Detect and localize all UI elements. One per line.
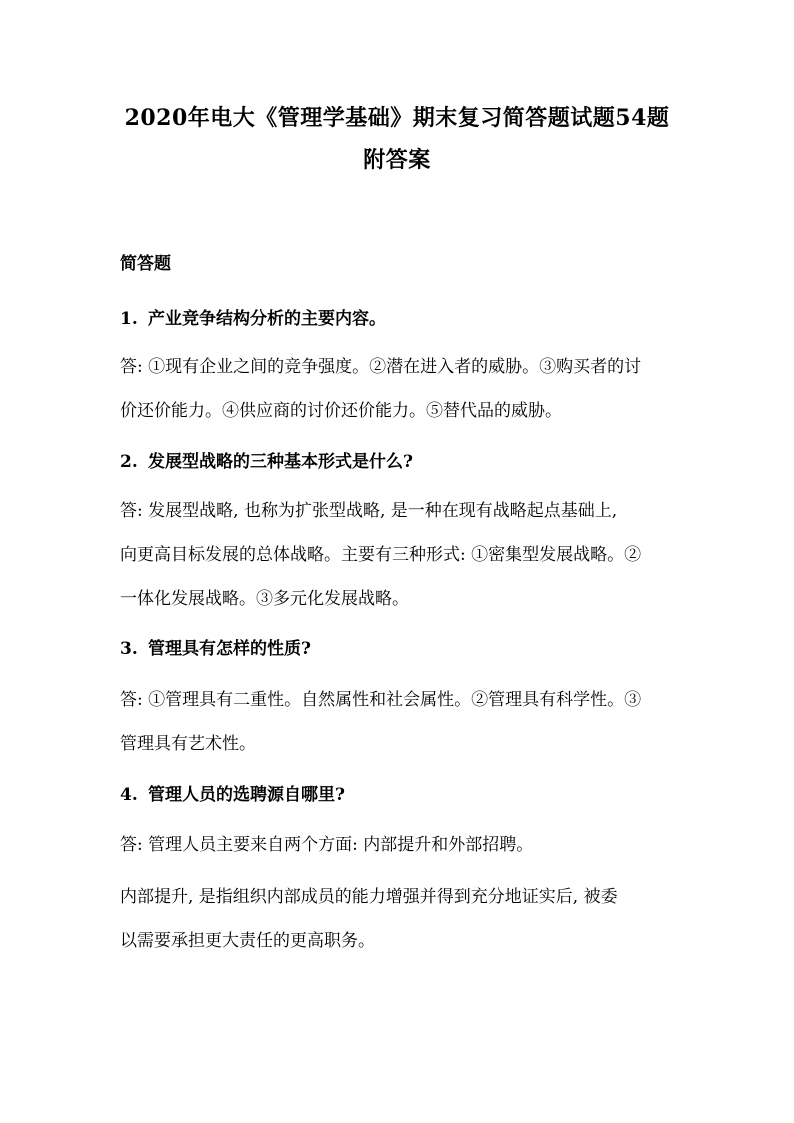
answer-line: 管理具有艺术性。: [120, 734, 256, 754]
question-number: 2.: [120, 452, 138, 472]
question-number: 3.: [120, 639, 138, 659]
answer-2: [120, 499, 700, 611]
question-2: [120, 450, 690, 474]
answer-line: 一体化发展战略。③多元化发展战略。: [120, 589, 409, 609]
section-heading: 简答题: [120, 254, 171, 274]
answer-line: 内部提升, 是指组织内部成员的能力增强并得到充分地证实后, 被委: [120, 887, 618, 907]
question-text: 产业竞争结构分析的主要内容。: [148, 309, 386, 329]
answer-line: 价还价能力。④供应商的讨价还价能力。⑤替代品的威胁。: [120, 401, 562, 421]
question-3: [120, 637, 690, 661]
document-title-line2: 附答案: [363, 147, 431, 173]
answer-3: [120, 688, 700, 756]
answer-line: 向更高目标发展的总体战略。主要有三种形式: ①密集型发展战略。②: [120, 545, 642, 565]
question-1: [120, 307, 690, 331]
answer-4: [120, 833, 700, 857]
answer-line: 答: 管理人员主要来自两个方面: 内部提升和外部招聘。: [120, 835, 534, 855]
question-number: 1.: [120, 309, 138, 329]
question-text: 发展型战略的三种基本形式是什么?: [148, 452, 413, 472]
question-number: 4.: [120, 785, 138, 805]
question-4: [120, 783, 690, 807]
answer-1: [120, 355, 700, 423]
answer-line: 答: ①现有企业之间的竞争强度。②潜在进入者的威胁。③购买者的讨: [120, 357, 642, 377]
question-text: 管理具有怎样的性质?: [148, 639, 311, 659]
answer-line: 以需要承担更大责任的更高职务。: [120, 931, 375, 951]
answer-line: 答: 发展型战略, 也称为扩张型战略, 是一种在现有战略起点基础上,: [120, 501, 618, 521]
question-text: 管理人员的选聘源自哪里?: [148, 785, 345, 805]
answer-4-continued: [120, 885, 700, 953]
document-title-line1: 2020年电大《管理学基础》期末复习简答题试题54题: [124, 105, 670, 131]
answer-line: 答: ①管理具有二重性。自然属性和社会属性。②管理具有科学性。③: [120, 690, 642, 710]
